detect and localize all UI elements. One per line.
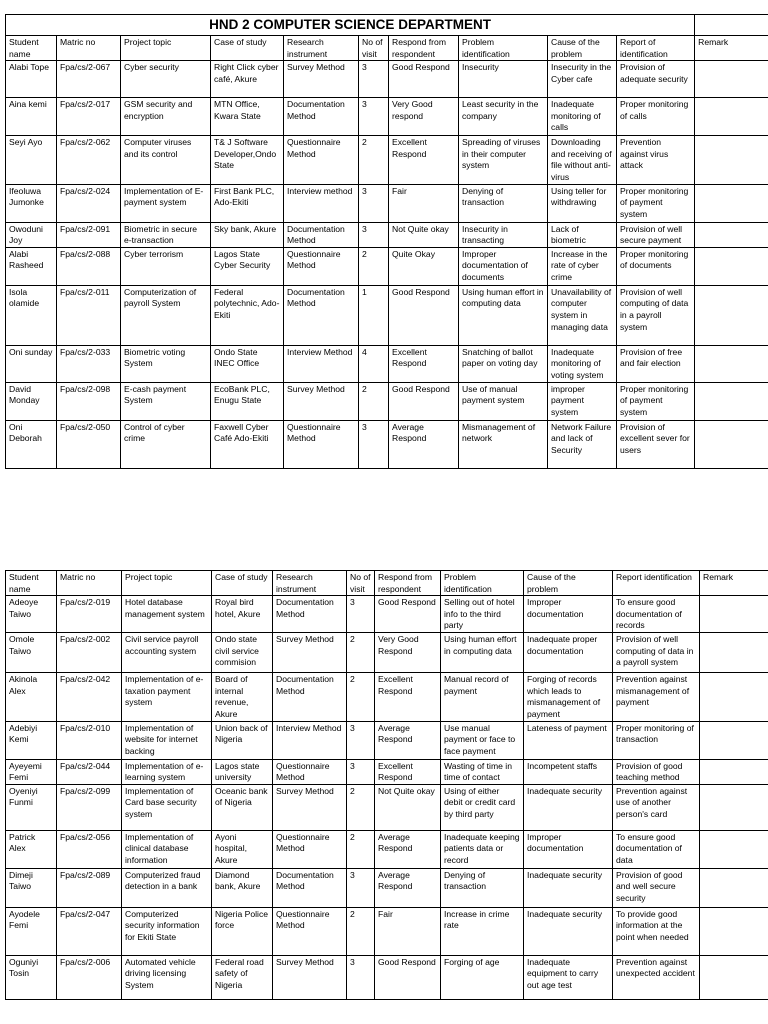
cell-no-of-visit: 3 <box>347 596 375 633</box>
cell-problem-identification: Least security in the company <box>459 98 548 136</box>
cell-respond-from-respondent: Fair <box>375 907 441 955</box>
cell-problem-identification: Selling out of hotel info to the third party <box>441 596 524 633</box>
cell-case-of-study: Ondo State INEC Office <box>211 345 284 382</box>
cell-remark <box>695 98 768 136</box>
title-blank-cell <box>695 15 768 36</box>
column-header-matric-no: Matric no <box>57 36 121 61</box>
cell-matric-no: Fpa/cs/2-056 <box>57 830 122 868</box>
cell-student-name: Ayeyemi Femi <box>6 759 57 784</box>
table-row <box>6 184 768 222</box>
table-row <box>6 721 768 759</box>
cell-research-instrument: Questionnaire Method <box>273 759 347 784</box>
cell-student-name: Oguniyi Tosin <box>6 955 57 999</box>
cell-case-of-study: Oceanic bank of Nigeria <box>212 784 273 830</box>
table-row <box>6 247 768 285</box>
cell-student-name: Alabi Tope <box>6 61 57 98</box>
column-header-report-identification: Report identification <box>613 571 700 596</box>
table-row <box>6 759 768 784</box>
cell-project-topic: Biometric in secure e-transaction <box>121 222 211 247</box>
cell-student-name: Oni Deborah <box>6 420 57 468</box>
cell-cause-of-problem: Insecurity in the Cyber cafe <box>548 61 617 98</box>
cell-problem-identification: Forging of age <box>441 955 524 999</box>
cell-project-topic: E-cash payment System <box>121 382 211 420</box>
cell-no-of-visit: 2 <box>347 633 375 673</box>
cell-report-identification: To ensure good documentation of records <box>613 596 700 633</box>
cell-cause-of-problem: Unavailability of computer system in managing data <box>548 285 617 345</box>
cell-no-of-visit: 2 <box>347 907 375 955</box>
cell-matric-no: Fpa/cs/2-050 <box>57 420 121 468</box>
cell-research-instrument: Questionnaire Method <box>273 907 347 955</box>
cell-remark <box>700 907 768 955</box>
cell-matric-no: Fpa/cs/2-011 <box>57 285 121 345</box>
cell-report-identification: Provision of adequate security <box>617 61 695 98</box>
cell-respond-from-respondent: Good Respond <box>375 596 441 633</box>
cell-no-of-visit: 3 <box>347 759 375 784</box>
column-header-student-name: Student name <box>6 571 57 596</box>
cell-case-of-study: Lagos State Cyber Security <box>211 247 284 285</box>
cell-research-instrument: Documentation Method <box>273 673 347 721</box>
cell-project-topic: Computerization of payroll System <box>121 285 211 345</box>
cell-report-identification: Proper monitoring of transaction <box>613 721 700 759</box>
cell-report-identification: Provision of good and well secure security <box>613 868 700 907</box>
cell-matric-no: Fpa/cs/2-002 <box>57 633 122 673</box>
column-header-matric-no: Matric no <box>57 571 122 596</box>
column-header-no-of-visit: No of visit <box>359 36 389 61</box>
cell-remark <box>695 382 768 420</box>
cell-respond-from-respondent: Fair <box>389 184 459 222</box>
cell-student-name: Aina kemi <box>6 98 57 136</box>
cell-student-name: Dimeji Taiwo <box>6 868 57 907</box>
cell-research-instrument: Documentation Method <box>273 596 347 633</box>
cell-respond-from-respondent: Good Respond <box>375 955 441 999</box>
cell-respond-from-respondent: Average Respond <box>375 868 441 907</box>
cell-report-identification: Provision of good teaching method <box>613 759 700 784</box>
table-body <box>6 61 768 469</box>
cell-project-topic: Control of cyber crime <box>121 420 211 468</box>
cell-no-of-visit: 1 <box>359 285 389 345</box>
cell-cause-of-problem: Increase in the rate of cyber crime <box>548 247 617 285</box>
table-header-row <box>6 571 768 596</box>
cell-remark <box>700 759 768 784</box>
cell-research-instrument: Questionnaire Method <box>284 136 359 184</box>
cell-cause-of-problem: Improper documentation <box>524 596 613 633</box>
cell-no-of-visit: 3 <box>359 184 389 222</box>
cell-cause-of-problem: Network Failure and lack of Security <box>548 420 617 468</box>
cell-problem-identification: Use of manual payment system <box>459 382 548 420</box>
column-header-research-instrument: Research instrument <box>284 36 359 61</box>
column-header-remark: Remark <box>695 36 768 61</box>
cell-case-of-study: T& J Software Developer,Ondo State <box>211 136 284 184</box>
cell-matric-no: Fpa/cs/2-024 <box>57 184 121 222</box>
cell-research-instrument: Interview method <box>284 184 359 222</box>
cell-student-name: Owoduni Joy <box>6 222 57 247</box>
cell-research-instrument: Questionnaire Method <box>284 420 359 468</box>
table-row <box>6 420 768 468</box>
cell-report-identification: To ensure good documentation of data <box>613 830 700 868</box>
table-body <box>6 596 768 1000</box>
cell-matric-no: Fpa/cs/2-017 <box>57 98 121 136</box>
table-row <box>6 784 768 830</box>
table-row <box>6 345 768 382</box>
cell-report-identification: Proper monitoring of calls <box>617 98 695 136</box>
cell-remark <box>700 673 768 721</box>
cell-matric-no: Fpa/cs/2-042 <box>57 673 122 721</box>
cell-student-name: Oni sunday <box>6 345 57 382</box>
cell-project-topic: Implementation of website for internet backing <box>122 721 212 759</box>
table-row <box>6 285 768 345</box>
cell-no-of-visit: 3 <box>347 721 375 759</box>
cell-matric-no: Fpa/cs/2-044 <box>57 759 122 784</box>
cell-report-identification: Provision of free and fair election <box>617 345 695 382</box>
cell-problem-identification: Denying of transaction <box>459 184 548 222</box>
cell-remark <box>695 222 768 247</box>
cell-matric-no: Fpa/cs/2-006 <box>57 955 122 999</box>
cell-student-name: Omole Taiwo <box>6 633 57 673</box>
cell-cause-of-problem: Inadequate security <box>524 907 613 955</box>
cell-problem-identification: Snatching of ballot paper on voting day <box>459 345 548 382</box>
table-row <box>6 61 768 98</box>
cell-research-instrument: Questionnaire Method <box>284 247 359 285</box>
cell-report-identification: Provision of well computing of data in a payroll system <box>613 633 700 673</box>
column-header-remark: Remark <box>700 571 768 596</box>
column-header-student-name: Student name <box>6 36 57 61</box>
column-header-cause-of-problem: Cause of the problem <box>548 36 617 61</box>
cell-respond-from-respondent: Good Respond <box>389 285 459 345</box>
cell-cause-of-problem: Inadequate proper documentation <box>524 633 613 673</box>
cell-case-of-study: MTN Office, Kwara State <box>211 98 284 136</box>
cell-student-name: Adebiyi Kemi <box>6 721 57 759</box>
cell-project-topic: Hotel database management system <box>122 596 212 633</box>
cell-problem-identification: Denying of transaction <box>441 868 524 907</box>
cell-report-identification: Prevention against use of another person's card <box>613 784 700 830</box>
cell-respond-from-respondent: Not Quite okay <box>389 222 459 247</box>
column-header-cause-of-problem: Cause of the problem <box>524 571 613 596</box>
cell-remark <box>700 596 768 633</box>
cell-cause-of-problem: Improper documentation <box>524 830 613 868</box>
cell-respond-from-respondent: Excellent Respond <box>389 345 459 382</box>
cell-research-instrument: Documentation Method <box>273 868 347 907</box>
cell-cause-of-problem: Inadequate monitoring of calls <box>548 98 617 136</box>
cell-cause-of-problem: Inadequate security <box>524 868 613 907</box>
cell-report-identification: Prevention against unexpected accident <box>613 955 700 999</box>
cell-project-topic: Implementation of E-payment system <box>121 184 211 222</box>
table-row <box>6 868 768 907</box>
column-header-problem-identification: Problem identification <box>441 571 524 596</box>
cell-matric-no: Fpa/cs/2-098 <box>57 382 121 420</box>
cell-project-topic: Biometric voting System <box>121 345 211 382</box>
cell-remark <box>700 868 768 907</box>
table-row <box>6 98 768 136</box>
cell-matric-no: Fpa/cs/2-033 <box>57 345 121 382</box>
cell-no-of-visit: 2 <box>359 382 389 420</box>
cell-project-topic: Implementation of e-taxation payment system <box>122 673 212 721</box>
cell-project-topic: Civil service payroll accounting system <box>122 633 212 673</box>
title-row <box>6 15 768 36</box>
cell-case-of-study: Board of internal revenue, Akure <box>212 673 273 721</box>
cell-remark <box>695 184 768 222</box>
cell-problem-identification: Improper documentation of documents <box>459 247 548 285</box>
cell-cause-of-problem: Downloading and receiving of file without anti-virus <box>548 136 617 184</box>
cell-report-identification: Proper monitoring of documents <box>617 247 695 285</box>
cell-problem-identification: Inadequate keeping patients data or record <box>441 830 524 868</box>
cell-report-identification: Proper monitoring of payment system <box>617 184 695 222</box>
cell-respond-from-respondent: Excellent Respond <box>375 759 441 784</box>
cell-student-name: David Monday <box>6 382 57 420</box>
cell-research-instrument: Interview Method <box>273 721 347 759</box>
cell-matric-no: Fpa/cs/2-099 <box>57 784 122 830</box>
cell-case-of-study: Federal road safety of Nigeria <box>212 955 273 999</box>
cell-problem-identification: Mismanagement of network <box>459 420 548 468</box>
cell-project-topic: GSM security and encryption <box>121 98 211 136</box>
cell-case-of-study: Union back of Nigeria <box>212 721 273 759</box>
cell-report-identification: Proper monitoring of payment system <box>617 382 695 420</box>
cell-no-of-visit: 4 <box>359 345 389 382</box>
cell-research-instrument: Documentation Method <box>284 222 359 247</box>
cell-problem-identification: Using human effort in computing data <box>459 285 548 345</box>
cell-matric-no: Fpa/cs/2-019 <box>57 596 122 633</box>
cell-report-identification: Prevention against virus attack <box>617 136 695 184</box>
column-header-problem-identification: Problem identification <box>459 36 548 61</box>
column-header-project-topic: Project topic <box>121 36 211 61</box>
cell-no-of-visit: 2 <box>359 247 389 285</box>
cell-cause-of-problem: Lack of biometric <box>548 222 617 247</box>
cell-problem-identification: Insecurity in transacting <box>459 222 548 247</box>
cell-student-name: Akinola Alex <box>6 673 57 721</box>
table-row <box>6 673 768 721</box>
cell-project-topic: Implementation of clinical database information <box>122 830 212 868</box>
cell-no-of-visit: 2 <box>359 136 389 184</box>
cell-research-instrument: Documentation Method <box>284 98 359 136</box>
column-header-report-identification: Report of identification <box>617 36 695 61</box>
cell-research-instrument: Documentation Method <box>284 285 359 345</box>
cell-problem-identification: Increase in crime rate <box>441 907 524 955</box>
cell-remark <box>700 721 768 759</box>
cell-project-topic: Computerized security information for Ekiti State <box>122 907 212 955</box>
cell-remark <box>700 955 768 999</box>
cell-student-name: Adeoye Taiwo <box>6 596 57 633</box>
cell-remark <box>700 784 768 830</box>
cell-case-of-study: Lagos state university <box>212 759 273 784</box>
cell-respond-from-respondent: Very Good respond <box>389 98 459 136</box>
cell-student-name: Alabi Rasheed <box>6 247 57 285</box>
cell-remark <box>700 633 768 673</box>
cell-research-instrument: Survey Method <box>273 633 347 673</box>
cell-report-identification: Provision of excellent sever for users <box>617 420 695 468</box>
cell-respond-from-respondent: Average Respond <box>375 721 441 759</box>
table-row <box>6 907 768 955</box>
column-header-respond-from-respondent: Respond from respondent <box>389 36 459 61</box>
cell-no-of-visit: 3 <box>359 222 389 247</box>
cell-cause-of-problem: Using teller for withdrawing <box>548 184 617 222</box>
cell-research-instrument: Survey Method <box>284 61 359 98</box>
cell-respond-from-respondent: Good Respond <box>389 382 459 420</box>
project-table-2 <box>5 570 768 1000</box>
cell-remark <box>695 285 768 345</box>
cell-problem-identification: Wasting of time in time of contact <box>441 759 524 784</box>
cell-case-of-study: Sky bank, Akure <box>211 222 284 247</box>
cell-student-name: Patrick Alex <box>6 830 57 868</box>
cell-problem-identification: Manual record of payment <box>441 673 524 721</box>
cell-student-name: Seyi Ayo <box>6 136 57 184</box>
cell-research-instrument: Survey Method <box>273 955 347 999</box>
cell-problem-identification: Using human effort in computing data <box>441 633 524 673</box>
cell-project-topic: Automated vehicle driving licensing System <box>122 955 212 999</box>
column-header-case-of-study: Case of study <box>212 571 273 596</box>
cell-problem-identification: Insecurity <box>459 61 548 98</box>
cell-respond-from-respondent: Excellent Respond <box>389 136 459 184</box>
cell-no-of-visit: 3 <box>347 955 375 999</box>
column-header-project-topic: Project topic <box>122 571 212 596</box>
cell-problem-identification: Spreading of viruses in their computer system <box>459 136 548 184</box>
cell-report-identification: Provision of well computing of data in a payroll system <box>617 285 695 345</box>
cell-cause-of-problem: Inadequate security <box>524 784 613 830</box>
cell-case-of-study: Nigeria Police force <box>212 907 273 955</box>
cell-respond-from-respondent: Very Good Respond <box>375 633 441 673</box>
cell-research-instrument: Questionnaire Method <box>273 830 347 868</box>
cell-matric-no: Fpa/cs/2-062 <box>57 136 121 184</box>
cell-respond-from-respondent: Quite Okay <box>389 247 459 285</box>
cell-matric-no: Fpa/cs/2-010 <box>57 721 122 759</box>
page-title: HND 2 COMPUTER SCIENCE DEPARTMENT <box>6 15 695 36</box>
column-header-respond-from-respondent: Respond from respondent <box>375 571 441 596</box>
cell-student-name: Ifeoluwa Jumonke <box>6 184 57 222</box>
cell-matric-no: Fpa/cs/2-067 <box>57 61 121 98</box>
table-row <box>6 830 768 868</box>
table-row <box>6 955 768 999</box>
cell-report-identification: To provide good information at the point when needed <box>613 907 700 955</box>
cell-case-of-study: EcoBank PLC, Enugu State <box>211 382 284 420</box>
project-table-1 <box>5 14 768 469</box>
column-header-case-of-study: Case of study <box>211 36 284 61</box>
cell-case-of-study: Ondo state civil service commision <box>212 633 273 673</box>
cell-respond-from-respondent: Excellent Respond <box>375 673 441 721</box>
cell-cause-of-problem: Forging of records which leads to mismanagement of payment <box>524 673 613 721</box>
cell-student-name: Oyeniyi Funmi <box>6 784 57 830</box>
cell-cause-of-problem: Inadequate monitoring of voting system <box>548 345 617 382</box>
cell-report-identification: Prevention against mismanagement of payment <box>613 673 700 721</box>
cell-case-of-study: Diamond bank, Akure <box>212 868 273 907</box>
cell-research-instrument: Survey Method <box>284 382 359 420</box>
table-row <box>6 382 768 420</box>
table-row <box>6 222 768 247</box>
cell-project-topic: Implementation of Card base security system <box>122 784 212 830</box>
cell-project-topic: Computer viruses and its control <box>121 136 211 184</box>
table-row <box>6 633 768 673</box>
column-header-no-of-visit: No of visit <box>347 571 375 596</box>
cell-remark <box>695 61 768 98</box>
cell-remark <box>695 345 768 382</box>
cell-research-instrument: Survey Method <box>273 784 347 830</box>
cell-case-of-study: Royal bird hotel, Akure <box>212 596 273 633</box>
cell-respond-from-respondent: Not Quite okay <box>375 784 441 830</box>
table-row <box>6 136 768 184</box>
cell-project-topic: Cyber terrorism <box>121 247 211 285</box>
cell-no-of-visit: 3 <box>359 98 389 136</box>
cell-report-identification: Provision of well secure payment <box>617 222 695 247</box>
cell-case-of-study: Right Click cyber café, Akure <box>211 61 284 98</box>
cell-no-of-visit: 2 <box>347 784 375 830</box>
cell-no-of-visit: 3 <box>359 61 389 98</box>
cell-case-of-study: Faxwell Cyber Café Ado-Ekiti <box>211 420 284 468</box>
cell-project-topic: Computerized fraud detection in a bank <box>122 868 212 907</box>
cell-matric-no: Fpa/cs/2-088 <box>57 247 121 285</box>
table-header-row <box>6 36 768 61</box>
cell-problem-identification: Using of either debit or credit card by third party <box>441 784 524 830</box>
cell-matric-no: Fpa/cs/2-091 <box>57 222 121 247</box>
cell-remark <box>695 247 768 285</box>
cell-respond-from-respondent: Good Respond <box>389 61 459 98</box>
table-row <box>6 596 768 633</box>
cell-case-of-study: First Bank PLC, Ado-Ekiti <box>211 184 284 222</box>
cell-matric-no: Fpa/cs/2-047 <box>57 907 122 955</box>
column-header-research-instrument: Research instrument <box>273 571 347 596</box>
cell-case-of-study: Federal polytechnic, Ado-Ekiti <box>211 285 284 345</box>
cell-cause-of-problem: Lateness of payment <box>524 721 613 759</box>
cell-no-of-visit: 3 <box>359 420 389 468</box>
cell-cause-of-problem: improper payment system <box>548 382 617 420</box>
cell-project-topic: Implementation of e-learning system <box>122 759 212 784</box>
cell-project-topic: Cyber security <box>121 61 211 98</box>
cell-research-instrument: Interview Method <box>284 345 359 382</box>
cell-case-of-study: Ayoni hospital, Akure <box>212 830 273 868</box>
cell-problem-identification: Use manual payment or face to face payment <box>441 721 524 759</box>
cell-no-of-visit: 2 <box>347 673 375 721</box>
cell-student-name: Isola olamide <box>6 285 57 345</box>
cell-remark <box>700 830 768 868</box>
cell-student-name: Ayodele Femi <box>6 907 57 955</box>
cell-respond-from-respondent: Average Respond <box>375 830 441 868</box>
cell-cause-of-problem: Inadequate equipment to carry out age test <box>524 955 613 999</box>
cell-remark <box>695 136 768 184</box>
cell-matric-no: Fpa/cs/2-089 <box>57 868 122 907</box>
cell-no-of-visit: 2 <box>347 830 375 868</box>
cell-cause-of-problem: Incompetent staffs <box>524 759 613 784</box>
cell-no-of-visit: 3 <box>347 868 375 907</box>
cell-remark <box>695 420 768 468</box>
cell-respond-from-respondent: Average Respond <box>389 420 459 468</box>
